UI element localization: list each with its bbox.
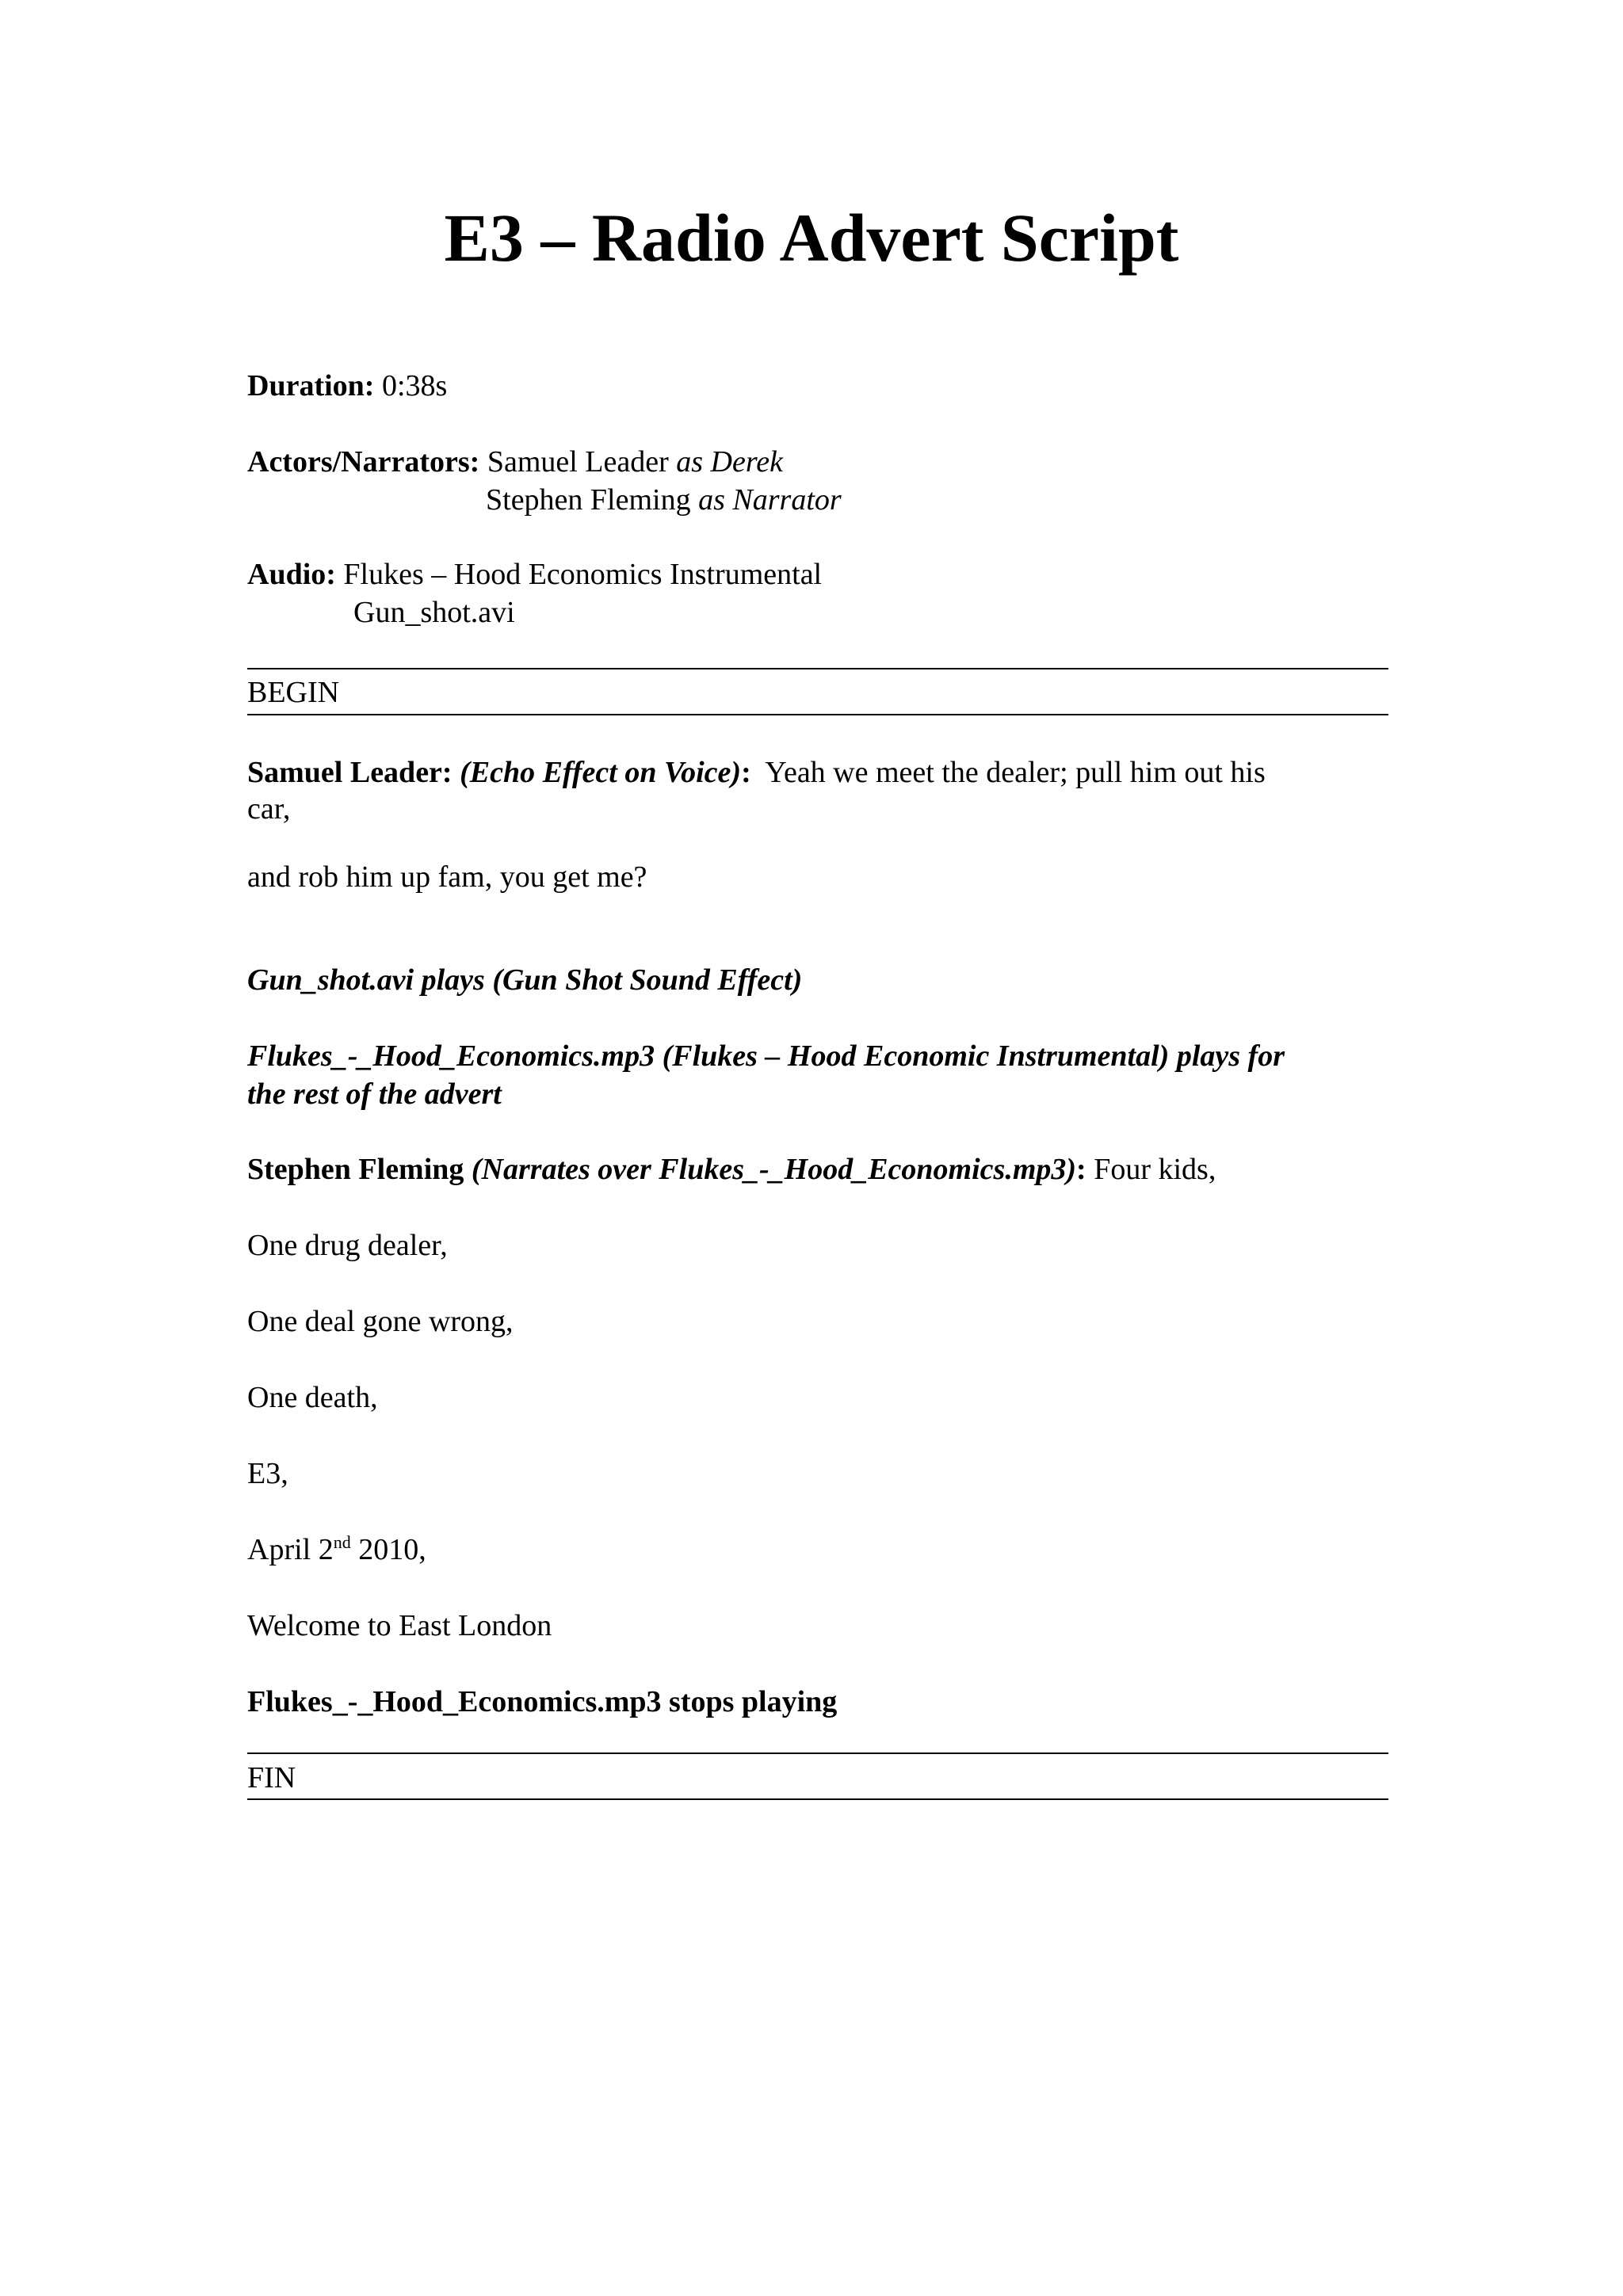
audio-line-2 [353,593,1304,631]
date-year: 2010, [350,1533,426,1566]
stephen-line [247,1150,1388,1188]
speaker-colon: : [741,756,751,789]
audio-track: Gun_shot.avi [353,596,515,629]
fin-marker: FIN [247,1761,296,1794]
sfx-cue: Gun_shot.avi plays (Gun Shot Sound Effect) [247,963,803,997]
narration-line: One drug dealer, [247,1229,448,1262]
narration-line: One death, [247,1381,378,1414]
speaker-name: Samuel Leader: [247,756,453,789]
date-month: April 2 [247,1533,334,1566]
samuel-line-1 [247,753,1388,791]
speaker-colon: : [1076,1153,1086,1186]
music-stop-cue: Flukes_-_Hood_Economics.mp3 stops playing [247,1685,838,1718]
begin-rule-bottom [247,714,1388,715]
speaker-name: Stephen Fleming [247,1153,464,1186]
stage-direction: (Narrates over Flukes_-_Hood_Economics.mp3) [464,1153,1077,1186]
dialogue-text: Yeah we meet the dealer; pull him out his [750,756,1266,789]
audio-line-1 [247,555,1388,593]
duration-line [247,367,1388,405]
begin-marker: BEGIN [247,676,340,709]
music-cue-line-2: the rest of the advert [247,1077,502,1111]
actor-role: as Narrator [690,483,842,517]
begin-rule-top [247,668,1388,669]
audio-label: Audio: [247,558,336,591]
actors-line-2 [486,481,1358,519]
narration-line: One deal gone wrong, [247,1305,514,1338]
dialogue-text: Four kids, [1086,1153,1216,1186]
music-cue-line-1: Flukes_-_Hood_Economics.mp3 (Flukes – Hood Economic Instrumental) plays for [247,1039,1285,1073]
narration-date [247,1531,1388,1569]
duration-value: 0:38s [374,369,448,402]
actors-line-1 [247,443,1388,481]
date-suffix: nd [333,1532,351,1552]
duration-label: Duration: [247,369,375,402]
narration-line: E3, [247,1457,288,1490]
stage-direction: (Echo Effect on Voice) [460,756,742,789]
actor-name: Stephen Fleming [486,483,691,517]
actors-label: Actors/Narrators: [247,445,480,479]
fin-rule-top [247,1753,1388,1754]
samuel-line-2: and rob him up fam, you get me? [247,860,647,894]
page-title: E3 – Radio Advert Script [444,200,1179,276]
actor-name: Samuel Leader [487,445,669,479]
actor-role: as Derek [668,445,783,479]
samuel-line-1-wrap: car, [247,792,291,826]
audio-track: Flukes – Hood Economics Instrumental [335,558,823,591]
fin-rule-bottom [247,1798,1388,1800]
narration-closing: Welcome to East London [247,1609,552,1642]
